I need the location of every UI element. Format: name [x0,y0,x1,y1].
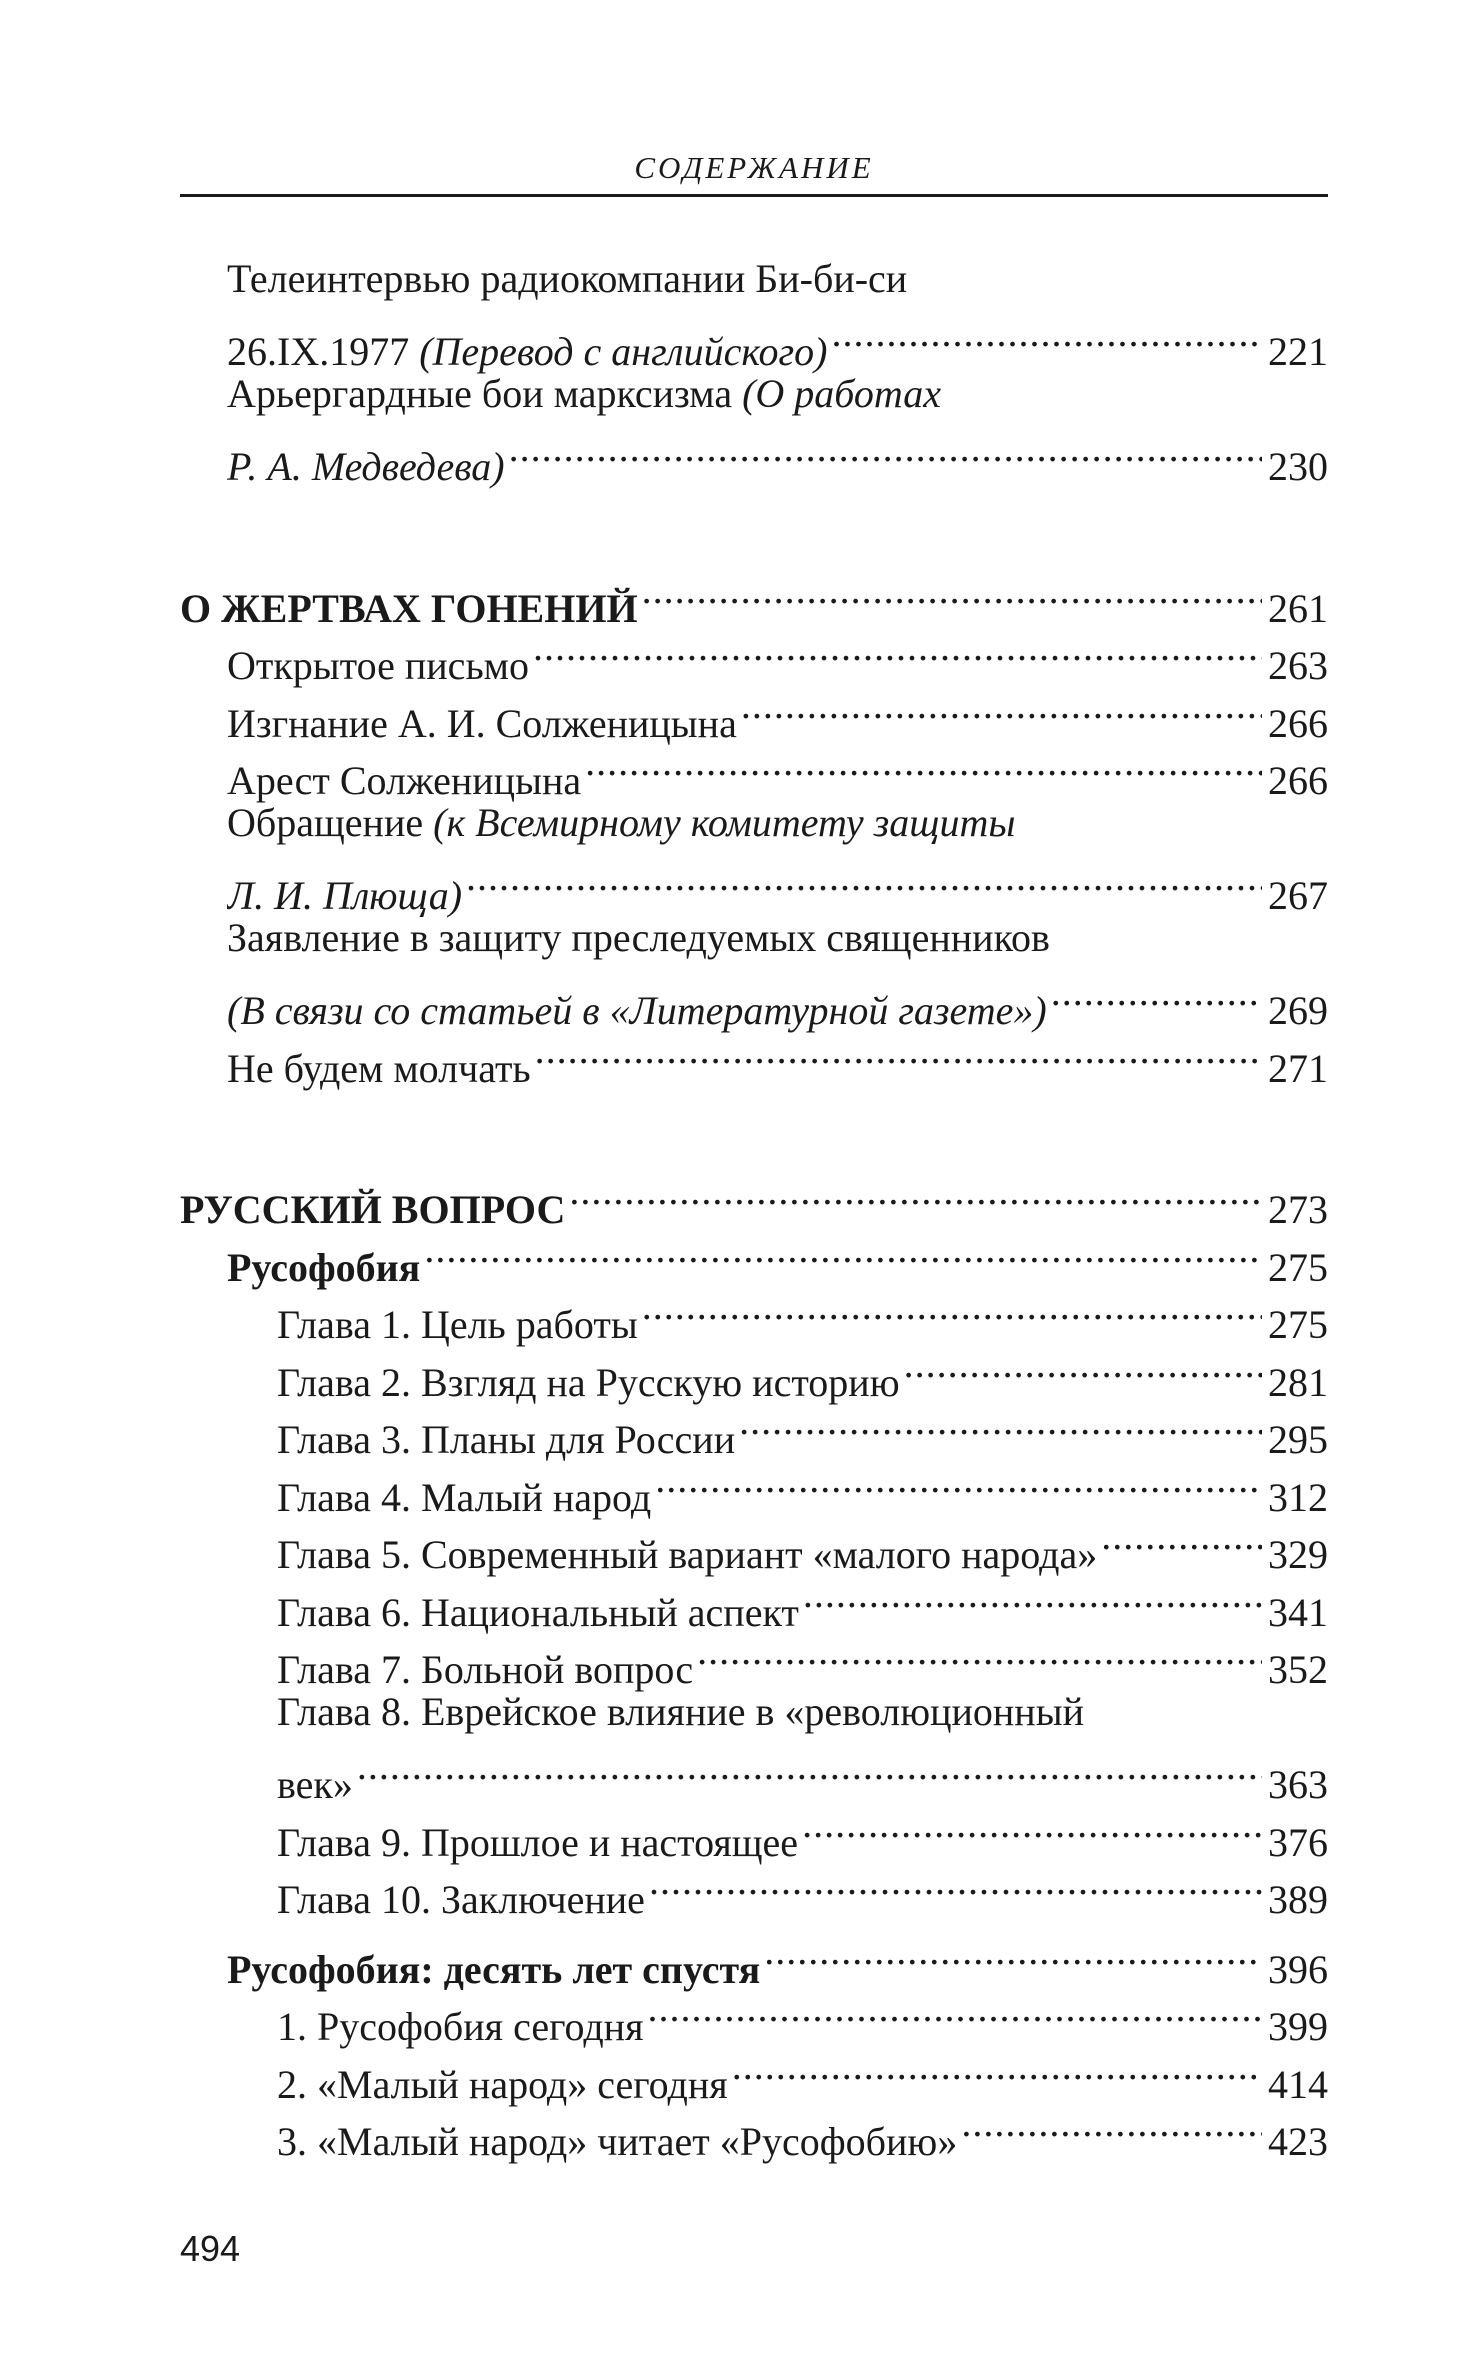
toc-page: 266 [1268,700,1328,746]
toc-note: Л. И. Плюща) [227,873,463,918]
section-title: О ЖЕРТВАХ ГОНЕНИЙ [180,585,638,631]
leader-dots [424,1223,1262,1281]
toc-title: Глава 4. Малый народ [277,1474,652,1520]
leader-dots [697,1626,1262,1684]
toc-title [227,438,505,496]
toc-page: 267 [1268,873,1328,918]
leader-dots [904,1338,1262,1396]
toc-title: Заявление в защиту преследуемых священников [227,915,1050,960]
toc-page: 230 [1268,444,1328,489]
toc-entry [180,308,1328,374]
toc-page: 389 [1268,1877,1328,1922]
toc-title: Русофобия: десять лет спустя [227,1946,761,1992]
leader-dots [642,1281,1262,1339]
toc-title: Глава 8. Еврейское влияние в «революционный [277,1689,1084,1734]
toc-title: Телеинтервью радиокомпании Би-би-си [227,256,908,301]
leader-dots [466,852,1262,910]
toc-page: 414 [1268,2061,1328,2107]
toc-page: 399 [1268,2004,1328,2049]
toc-title: Арест Солженицына [227,758,582,803]
toc-entry [180,794,1328,852]
toc-title: Глава 1. Цель работы [277,1302,638,1347]
leader-dots [647,1983,1262,2041]
toc-page: 266 [1268,758,1328,803]
page-number: 494 [180,2228,241,2269]
toc-page: 352 [1268,1647,1328,1692]
toc-note: (В связи со статьей в «Литературной газете») [227,988,1047,1033]
running-head: СОДЕРЖАНИЕ [634,150,874,185]
toc-page: 312 [1268,1474,1328,1520]
toc-note: (Перевод с английского) [419,329,828,374]
toc-page: 221 [1268,329,1328,374]
toc-subentry [180,1683,1328,1741]
toc-entry [180,852,1328,918]
toc-page: 423 [1268,2119,1328,2164]
toc-page: 273 [1268,1187,1328,1232]
leader-dots [1051,967,1262,1025]
leader-dots [764,1925,1262,1983]
leader-dots [533,622,1262,680]
toc-title: Русофобия [227,1244,421,1290]
toc-title: Открытое письмо [227,643,529,688]
toc-subentry [180,1741,1328,1807]
toc-title: Арьергардные бои марксизма (О работах [227,371,942,416]
leader-dots [802,1798,1262,1856]
toc-page: 376 [1268,1819,1328,1865]
toc-page: 275 [1268,1302,1328,1347]
toc-page: 275 [1268,1244,1328,1290]
leader-dots [569,1166,1262,1224]
toc-title: 1. Русофобия сегодня [277,2004,644,2049]
toc-title: Изгнание А. И. Солженицына [227,700,737,746]
toc-title: Глава 10. Заключение [277,1877,645,1922]
toc-page: 341 [1268,1589,1328,1635]
toc-note: (О работах [742,371,942,416]
toc-page: 363 [1268,1762,1328,1807]
toc-title: Не будем молчать [227,1045,531,1091]
toc-title: 2. «Малый народ» сегодня [277,2061,728,2107]
leader-dots [803,1568,1262,1626]
leader-dots [739,1396,1262,1454]
leader-dots [509,423,1262,481]
toc-entry [180,365,1328,423]
section-title: РУССКИЙ ВОПРОС [180,1187,566,1232]
leader-dots [831,308,1262,366]
toc-title: Обращение (к Всемирному комитету защиты [227,800,1016,845]
toc-title: 26.IX.1977 (Перевод с английского) [227,329,828,374]
leader-dots [585,737,1262,795]
toc-page: 396 [1268,1946,1328,1992]
toc-title: Глава 6. Национальный аспект [277,1589,799,1635]
toc-title: Глава 3. Планы для России [277,1417,736,1462]
toc-section [180,564,1328,631]
toc-entry [180,423,1328,489]
leader-dots [642,564,1262,622]
toc-note: (к Всемирному комитету защиты [433,800,1016,845]
toc-title: Глава 5. Современный вариант «малого народа» [277,1532,1098,1577]
toc-entry [180,250,1328,308]
leader-dots [655,1453,1262,1511]
leader-dots [732,2040,1262,2098]
toc-entry [180,909,1328,967]
toc-page: 271 [1268,1045,1328,1091]
toc-title: Глава 2. Взгляд на Русскую историю [277,1359,900,1405]
leader-dots [649,1856,1262,1914]
leader-dots [1101,1511,1262,1569]
leader-dots [961,2098,1262,2156]
toc-page: 263 [1268,643,1328,688]
toc-entry [180,967,1328,1033]
toc-note: Р. А. Медведева) [227,444,505,489]
toc-page: 329 [1268,1532,1328,1577]
toc-page: 295 [1268,1417,1328,1462]
toc-title: 3. «Малый народ» читает «Русофобию» [277,2119,958,2164]
toc-title: Глава 7. Больной вопрос [277,1647,694,1692]
leader-dots [535,1024,1262,1082]
toc-title: век» [277,1762,353,1807]
header-rule [180,194,1328,197]
leader-dots [741,679,1262,737]
table-of-contents [180,250,1328,2164]
toc-section [180,1166,1328,1232]
toc-entry [180,1925,1328,1992]
toc-page: 281 [1268,1359,1328,1405]
toc-page: 269 [1268,988,1328,1033]
leader-dots [357,1741,1262,1799]
toc-page: 261 [1268,585,1328,631]
toc-title: Глава 9. Прошлое и настоящее [277,1819,799,1865]
